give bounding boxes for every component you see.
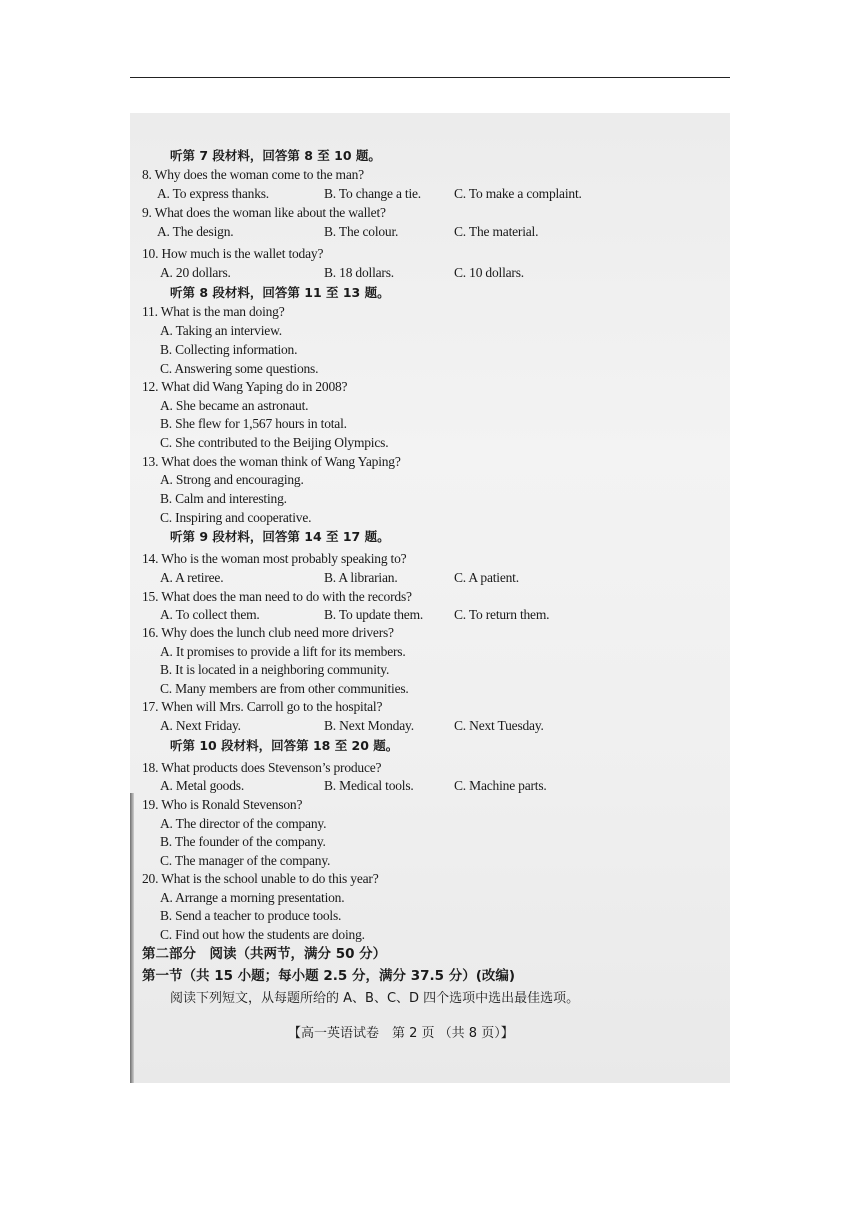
option-b: B. To update them. <box>324 607 424 622</box>
option-a: A. Metal goods. <box>160 778 244 793</box>
option-a: A. The director of the company. <box>160 816 327 831</box>
question: 20. What is the school unable to do this year? <box>142 871 379 886</box>
question: 13. What does the woman think of Wang Yaping? <box>142 454 401 469</box>
option-c: C. A patient. <box>454 570 519 585</box>
option-b: B. She flew for 1,567 hours in total. <box>160 416 347 431</box>
instruction: 阅读下列短文，从每题所给的 A、B、C、D 四个选项中选出最佳选项。 <box>170 991 580 1006</box>
question: 17. When will Mrs. Carroll go to the hospital? <box>142 699 383 714</box>
section-heading: 听第 9 段材料，回答第 14 至 17 题。 <box>170 529 390 544</box>
option-b: B. 18 dollars. <box>324 265 394 280</box>
option-c: C. To make a complaint. <box>454 186 582 201</box>
option-a: A. The design. <box>157 224 234 239</box>
option-b: B. The colour. <box>324 224 399 239</box>
option-a: A. Next Friday. <box>160 718 241 733</box>
question: 16. Why does the lunch club need more drivers? <box>142 625 394 640</box>
scan-shadow-edge <box>130 793 134 1083</box>
question: 11. What is the man doing? <box>142 304 285 319</box>
option-a: A. A retiree. <box>160 570 224 585</box>
option-a: A. Arrange a morning presentation. <box>160 890 345 905</box>
option-b: B. A librarian. <box>324 570 398 585</box>
question: 14. Who is the woman most probably speaking to? <box>142 551 407 566</box>
page-footer: 【高一英语试卷 第 2 页 （共 8 页）】 <box>288 1026 514 1041</box>
option-c: C. Inspiring and cooperative. <box>160 510 312 525</box>
part-title: 第二部分 阅读（共两节，满分 50 分） <box>142 946 387 962</box>
option-c: C. Next Tuesday. <box>454 718 544 733</box>
option-c: C. To return them. <box>454 607 550 622</box>
question: 18. What products does Stevenson’s produce? <box>142 760 382 775</box>
option-b: B. Medical tools. <box>324 778 414 793</box>
option-b: B. The founder of the company. <box>160 834 326 849</box>
option-c: C. 10 dollars. <box>454 265 524 280</box>
section-title: 第一节（共 15 小题；每小题 2.5 分，满分 37.5 分）(改编) <box>142 968 516 984</box>
option-c: C. The material. <box>454 224 539 239</box>
option-a: A. To collect them. <box>160 607 260 622</box>
option-c: C. Machine parts. <box>454 778 547 793</box>
section-heading: 听第 7 段材料，回答第 8 至 10 题。 <box>170 148 381 163</box>
question: 12. What did Wang Yaping do in 2008? <box>142 379 348 394</box>
option-a: A. 20 dollars. <box>160 265 231 280</box>
option-b: B. Calm and interesting. <box>160 491 287 506</box>
option-a: A. Strong and encouraging. <box>160 472 304 487</box>
option-b: B. Collecting information. <box>160 342 298 357</box>
option-c: C. She contributed to the Beijing Olympics. <box>160 435 389 450</box>
option-a: A. To express thanks. <box>157 186 269 201</box>
option-a: A. It promises to provide a lift for its members. <box>160 644 406 659</box>
option-c: C. Answering some questions. <box>160 361 319 376</box>
question: 15. What does the man need to do with the records? <box>142 589 412 604</box>
option-c: C. Many members are from other communities. <box>160 681 409 696</box>
option-c: C. The manager of the company. <box>160 853 331 868</box>
option-a: A. She became an astronaut. <box>160 398 309 413</box>
question: 19. Who is Ronald Stevenson? <box>142 797 303 812</box>
question: 10. How much is the wallet today? <box>142 246 324 261</box>
scanned-page <box>130 113 730 1083</box>
option-c: C. Find out how the students are doing. <box>160 927 365 942</box>
question: 9. What does the woman like about the wallet? <box>142 205 386 220</box>
section-heading: 听第 10 段材料，回答第 18 至 20 题。 <box>170 738 399 753</box>
option-b: B. To change a tie. <box>324 186 421 201</box>
option-b: B. Next Monday. <box>324 718 414 733</box>
option-b: B. It is located in a neighboring community. <box>160 662 390 677</box>
question: 8. Why does the woman come to the man? <box>142 167 364 182</box>
option-b: B. Send a teacher to produce tools. <box>160 908 342 923</box>
option-a: A. Taking an interview. <box>160 323 282 338</box>
top-rule <box>130 77 730 78</box>
section-heading: 听第 8 段材料，回答第 11 至 13 题。 <box>170 285 390 300</box>
